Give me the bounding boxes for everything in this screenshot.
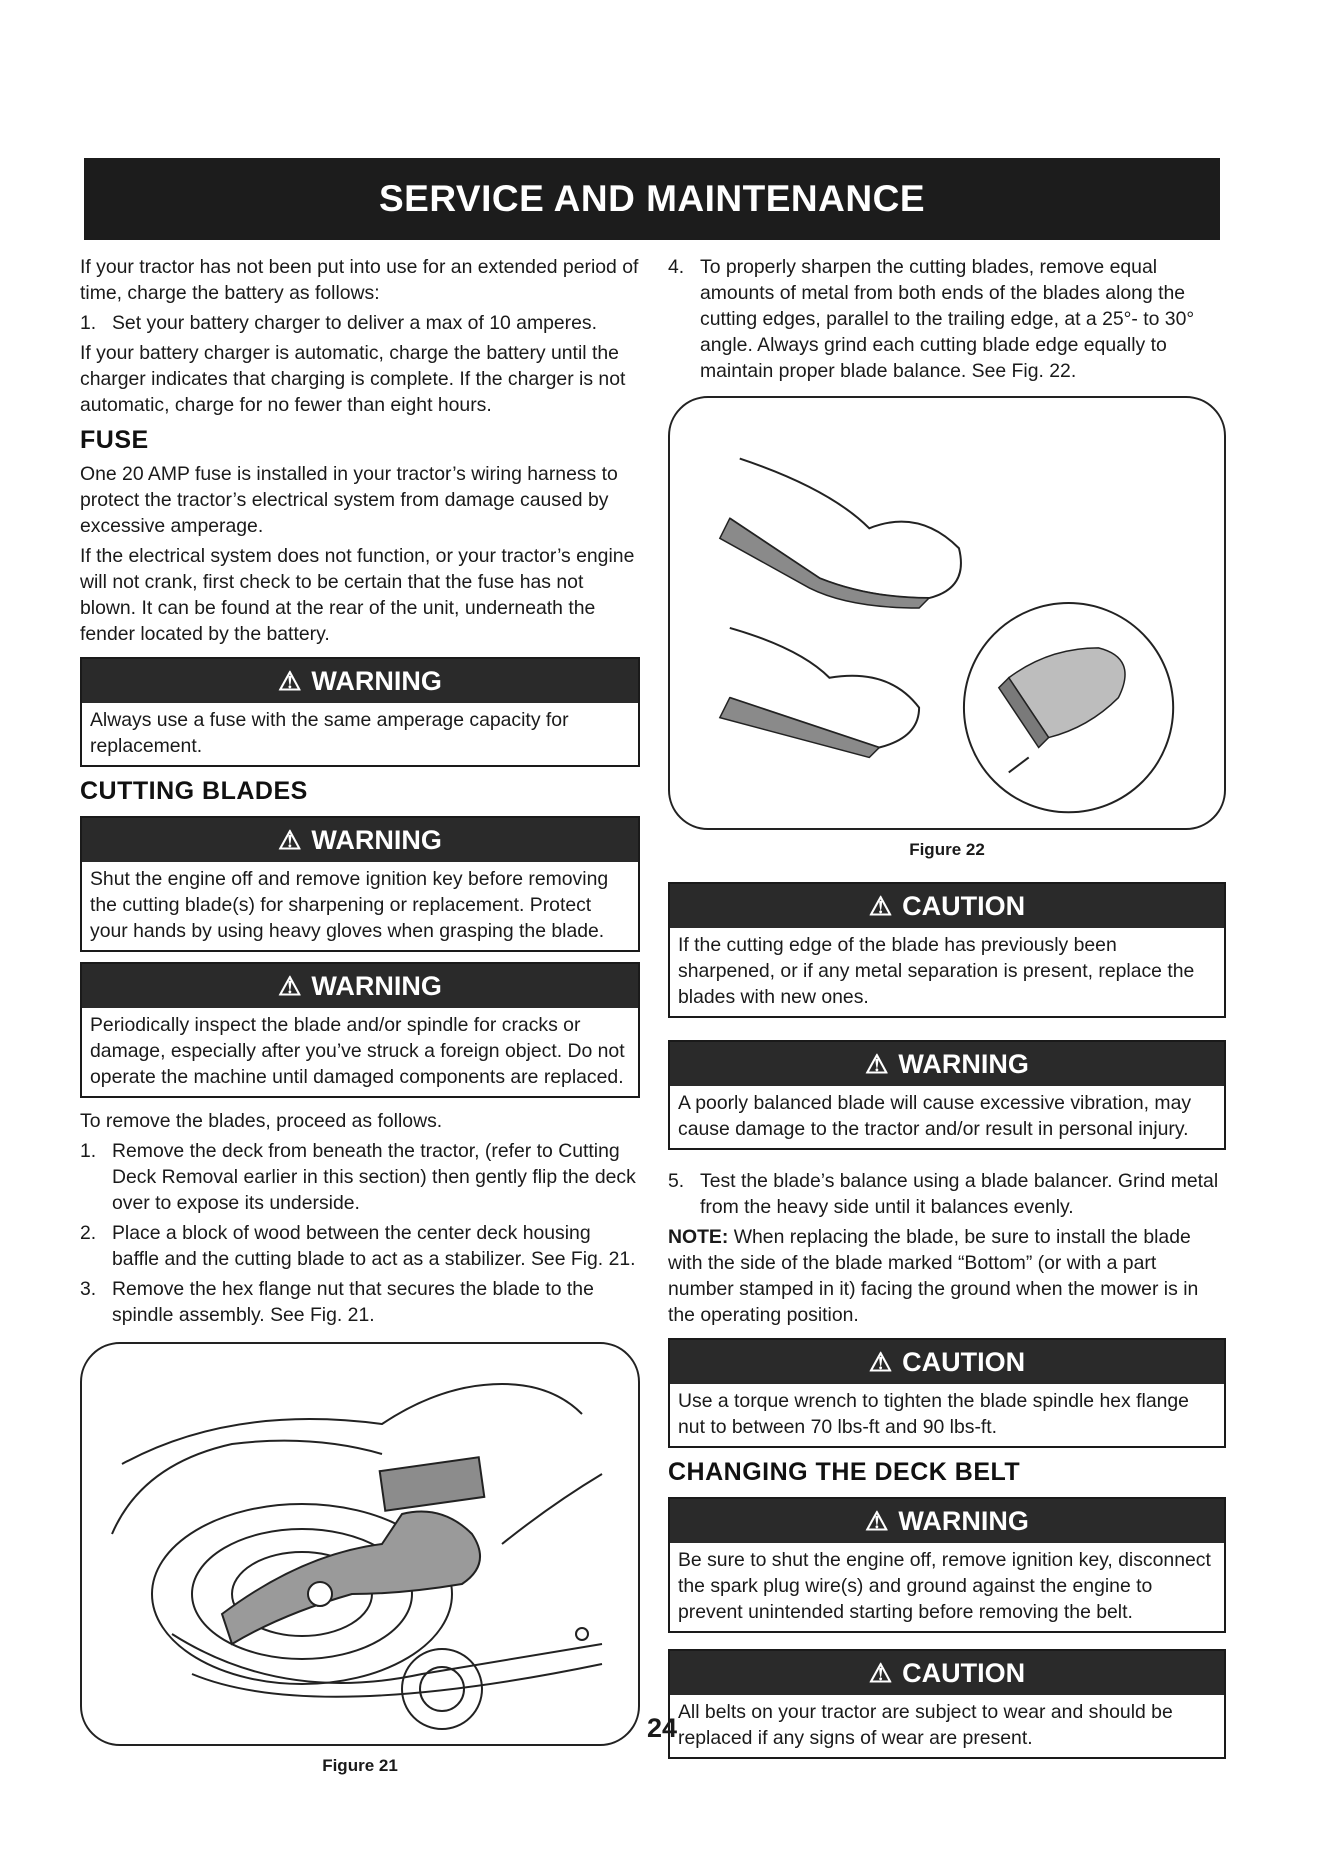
warning-title: WARNING <box>311 970 442 1001</box>
step-number: 5. <box>668 1170 685 1192</box>
note-paragraph <box>668 1224 1226 1328</box>
section-banner <box>84 158 1220 240</box>
note-text: When replacing the blade, be sure to install the blade with the side of the blade marked “Bottom” (or with a part number stamped in it) facing the ground when the mower is in the operating position. <box>668 1226 1199 1326</box>
warning-header <box>670 1499 1224 1543</box>
warning-box <box>80 962 640 1098</box>
page-number: 24 <box>646 1713 678 1743</box>
step-text: To properly sharpen the cutting blades, remove equal amounts of metal from both ends of the blades along the cutting edges, parallel to the trailing edge, at a 25°- to 30° angle. Always grind each cutting blade edge equally to maintain proper blade balance. See Fig. 22. <box>700 256 1195 382</box>
list-item <box>80 310 640 336</box>
figure-21 <box>80 1342 640 1746</box>
caution-box <box>668 882 1226 1018</box>
step-text: Test the blade’s balance using a blade balancer. Grind metal from the heavy side until it balances evenly. <box>700 1170 1219 1218</box>
list-item <box>80 1138 640 1216</box>
note-label: NOTE: <box>668 1226 729 1248</box>
list-item <box>668 254 1226 384</box>
step-text: Remove the hex flange nut that secures the blade to the spindle assembly. See Fig. 21. <box>112 1278 594 1326</box>
figure-22-caption: Figure 22 <box>909 840 985 859</box>
warning-triangle-icon: ⚠ <box>868 890 893 921</box>
warning-header <box>670 1042 1224 1086</box>
step-number: 3. <box>80 1278 97 1300</box>
caution-title: CAUTION <box>902 1657 1026 1688</box>
warning-box <box>668 1040 1226 1150</box>
caution-text: If the cutting edge of the blade has previously been sharpened, or if any metal separation is present, replace the blades with new ones. <box>678 934 1195 1008</box>
warning-text: Always use a fuse with the same amperage capacity for replacement. <box>90 709 569 757</box>
warning-triangle-icon: ⚠ <box>278 665 302 696</box>
automatic-charger-note: If your battery charger is automatic, charge the battery until the charger indicates that charging is complete. If the charger is not automatic, charge for no fewer than eight hours. <box>80 342 626 416</box>
deck-underside-illustration <box>82 1344 638 1744</box>
fuse-paragraph-1: One 20 AMP fuse is installed in your tractor’s wiring harness to protect the tractor’s electrical system from damage caused by excessive amperage. <box>80 463 618 537</box>
cutting-blades-heading: CUTTING BLADES <box>80 777 308 805</box>
warning-header <box>82 964 638 1008</box>
figure-22 <box>668 396 1226 830</box>
step-text: Place a block of wood between the center deck housing baffle and the cutting blade to act as a stabilizer. See Fig. 21. <box>112 1222 636 1270</box>
caution-header <box>670 1651 1224 1695</box>
caution-header <box>670 1340 1224 1384</box>
right-column <box>668 254 1226 1769</box>
warning-triangle-icon: ⚠ <box>868 1657 893 1688</box>
list-item <box>80 1276 640 1328</box>
caution-text: All belts on your tractor are subject to wear and should be replaced if any signs of wear are present. <box>678 1701 1173 1749</box>
warning-triangle-icon: ⚠ <box>868 1346 893 1377</box>
step-number: 4. <box>668 256 685 278</box>
step-number: 1. <box>80 1140 97 1162</box>
list-item <box>80 1220 640 1272</box>
blade-sharpening-illustration <box>670 398 1224 828</box>
warning-box <box>668 1497 1226 1633</box>
warning-box <box>80 816 640 952</box>
battery-intro: If your tractor has not been put into use for an extended period of time, charge the battery as follows: <box>80 256 639 304</box>
step-text: Remove the deck from beneath the tractor, (refer to Cutting Deck Removal earlier in this section) then gently flip the deck over to expose its underside. <box>112 1140 636 1214</box>
warning-title: WARNING <box>311 824 442 855</box>
warning-text: A poorly balanced blade will cause excessive vibration, may cause damage to the tractor and/or result in personal injury. <box>678 1092 1192 1140</box>
step-text: Set your battery charger to deliver a max of 10 amperes. <box>112 312 598 334</box>
deck-belt-heading: CHANGING THE DECK BELT <box>668 1458 1021 1486</box>
left-column <box>80 254 640 1776</box>
step-number: 1. <box>80 312 97 334</box>
fuse-paragraph-2: If the electrical system does not function, or your tractor’s engine will not crank, first check to be certain that the fuse has not blown. It can be found at the rear of the unit, underneath the fender located by the battery. <box>80 545 635 645</box>
caution-title: CAUTION <box>902 890 1026 921</box>
warning-title: WARNING <box>311 665 442 696</box>
warning-triangle-icon: ⚠ <box>278 824 302 855</box>
warning-text: Shut the engine off and remove ignition key before removing the cutting blade(s) for sharpening or replacement. Protect your hands by using heavy gloves when grasping the blade. <box>90 868 609 942</box>
warning-box <box>80 657 640 767</box>
warning-title: WARNING <box>898 1505 1029 1536</box>
list-item <box>668 1168 1226 1220</box>
figure-21-caption: Figure 21 <box>322 1756 398 1775</box>
caution-header <box>670 884 1224 928</box>
section-title: SERVICE AND MAINTENANCE <box>379 178 925 219</box>
warning-triangle-icon: ⚠ <box>865 1048 889 1079</box>
warning-text: Be sure to shut the engine off, remove ignition key, disconnect the spark plug wire(s) and ground against the engine to prevent unintended starting before removing the belt. <box>678 1549 1211 1623</box>
step-number: 2. <box>80 1222 97 1244</box>
warning-text: Periodically inspect the blade and/or spindle for cracks or damage, especially after you’ve struck a foreign object. Do not operate the machine until damaged components are replaced. <box>90 1014 625 1088</box>
warning-triangle-icon: ⚠ <box>865 1505 889 1536</box>
remove-blades-intro: To remove the blades, proceed as follows. <box>80 1110 443 1132</box>
warning-header <box>82 818 638 862</box>
caution-title: CAUTION <box>902 1346 1026 1377</box>
warning-title: WARNING <box>898 1048 1029 1079</box>
warning-header <box>82 659 638 703</box>
caution-box <box>668 1338 1226 1448</box>
caution-text: Use a torque wrench to tighten the blade spindle hex flange nut to between 70 lbs-ft and 90 lbs-ft. <box>678 1390 1189 1438</box>
fuse-heading: FUSE <box>80 426 149 454</box>
warning-triangle-icon: ⚠ <box>278 970 302 1001</box>
